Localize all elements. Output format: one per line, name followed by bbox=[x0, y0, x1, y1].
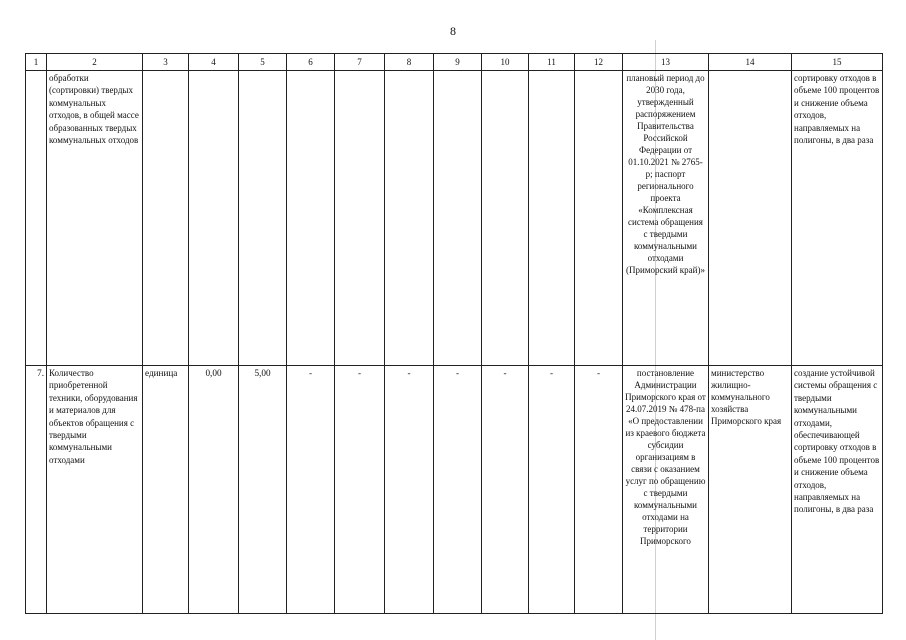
unit-cell: единица bbox=[143, 366, 189, 614]
column-header: 12 bbox=[575, 54, 623, 71]
value-cell bbox=[434, 71, 482, 366]
indicator-name-cell: Количество приобретенной техники, оборудования и материалов для объектов обращения с твердыми коммунальными отходами bbox=[47, 366, 143, 614]
column-header: 11 bbox=[529, 54, 575, 71]
responsible-cell bbox=[709, 71, 792, 366]
value-cell bbox=[529, 71, 575, 366]
responsible-cell: министерство жилищно-коммунального хозяйства Приморского края bbox=[709, 366, 792, 614]
document-basis-cell: постановление Администрации Приморского края от 24.07.2019 № 478-па «О предоставлении из краевого бюджета субсидии организациям в связи с оказанием услуг по обращению с твердыми коммунальными отходами на территории Приморского bbox=[623, 366, 709, 614]
value-cell: - bbox=[335, 366, 385, 614]
table-row bbox=[26, 71, 883, 366]
value-cell: - bbox=[575, 366, 623, 614]
value-cell: - bbox=[434, 366, 482, 614]
value-cell: 5,00 bbox=[239, 366, 287, 614]
table-row bbox=[26, 366, 883, 614]
table-header-row bbox=[26, 54, 883, 71]
value-cell: - bbox=[287, 366, 335, 614]
expected-result-cell: создание устойчивой системы обращения с твердыми коммунальными отходами, обеспечивающей сортировку отходов в объеме 100 процентов и снижение объема отходов, направляемых на полигоны, в два раза bbox=[792, 366, 883, 614]
column-header: 3 bbox=[143, 54, 189, 71]
column-header: 6 bbox=[287, 54, 335, 71]
value-cell bbox=[575, 71, 623, 366]
column-header: 5 bbox=[239, 54, 287, 71]
column-header: 7 bbox=[335, 54, 385, 71]
indicator-name-cell: обработки (сортировки) твердых коммунальных отходов, в общей массе образованных твердых коммунальных отходов bbox=[47, 71, 143, 366]
column-header: 15 bbox=[792, 54, 883, 71]
column-header: 13 bbox=[623, 54, 709, 71]
row-number-cell bbox=[26, 71, 47, 366]
value-cell bbox=[287, 71, 335, 366]
column-header: 8 bbox=[385, 54, 434, 71]
column-header: 14 bbox=[709, 54, 792, 71]
value-cell: - bbox=[385, 366, 434, 614]
value-cell bbox=[482, 71, 529, 366]
value-cell bbox=[239, 71, 287, 366]
column-header: 9 bbox=[434, 54, 482, 71]
unit-cell bbox=[143, 71, 189, 366]
value-cell: - bbox=[529, 366, 575, 614]
column-header: 2 bbox=[47, 54, 143, 71]
expected-result-cell: сортировку отходов в объеме 100 процентов и снижение объема отходов, направляемых на полигоны, в два раза bbox=[792, 71, 883, 366]
column-header: 4 bbox=[189, 54, 239, 71]
column-header: 1 bbox=[26, 54, 47, 71]
value-cell bbox=[385, 71, 434, 366]
value-cell bbox=[189, 71, 239, 366]
row-number-cell: 7. bbox=[26, 366, 47, 614]
value-cell bbox=[335, 71, 385, 366]
value-cell: - bbox=[482, 366, 529, 614]
column-header: 10 bbox=[482, 54, 529, 71]
document-basis-cell: плановый период до 2030 года, утвержденный распоряжением Правительства Российской Федерации от 01.10.2021 № 2765-р; паспорт регионального проекта «Комплексная система обращения с твердыми коммунальными отходами (Приморский край)» bbox=[623, 71, 709, 366]
indicators-table bbox=[25, 53, 883, 614]
page-number: 8 bbox=[450, 24, 456, 38]
value-cell: 0,00 bbox=[189, 366, 239, 614]
